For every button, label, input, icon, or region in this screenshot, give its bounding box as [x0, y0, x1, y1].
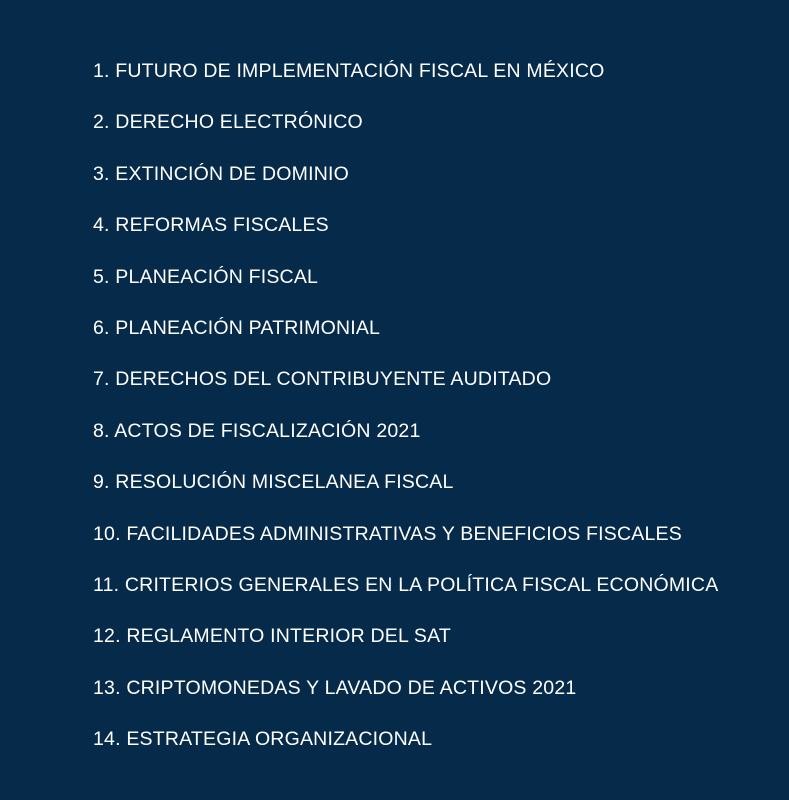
topic-item: 12. REGLAMENTO INTERIOR DEL SAT [93, 625, 451, 648]
topic-item: 1. FUTURO DE IMPLEMENTACIÓN FISCAL EN MÉXICO [93, 60, 605, 82]
topic-item: 6. PLANEACIÓN PATRIMONIAL [93, 316, 381, 339]
topic-item: 10. FACILIDADES ADMINISTRATIVAS Y BENEFICIOS FISCALES [93, 522, 682, 545]
topic-item: 9. RESOLUCIÓN MISCELANEA FISCAL [93, 471, 454, 494]
topic-list [93, 57, 718, 776]
topic-item: 5. PLANEACIÓN FISCAL [93, 265, 319, 288]
topic-item: 11. CRITERIOS GENERALES EN LA POLÍTICA FISCAL ECONÓMICA [93, 573, 719, 596]
topic-item: 2. DERECHO ELECTRÓNICO [93, 111, 363, 134]
topic-item: 3. EXTINCIÓN DE DOMINIO [93, 162, 349, 185]
topic-item: 7. DERECHOS DEL CONTRIBUYENTE AUDITADO [93, 368, 552, 391]
topic-item: 14. ESTRATEGIA ORGANIZACIONAL [93, 728, 433, 751]
topic-item: 8. ACTOS DE FISCALIZACIÓN 2021 [93, 419, 421, 442]
topic-item: 13. CRIPTOMONEDAS Y LAVADO DE ACTIVOS 2021 [93, 676, 577, 699]
topic-item: 4. REFORMAS FISCALES [93, 214, 329, 237]
